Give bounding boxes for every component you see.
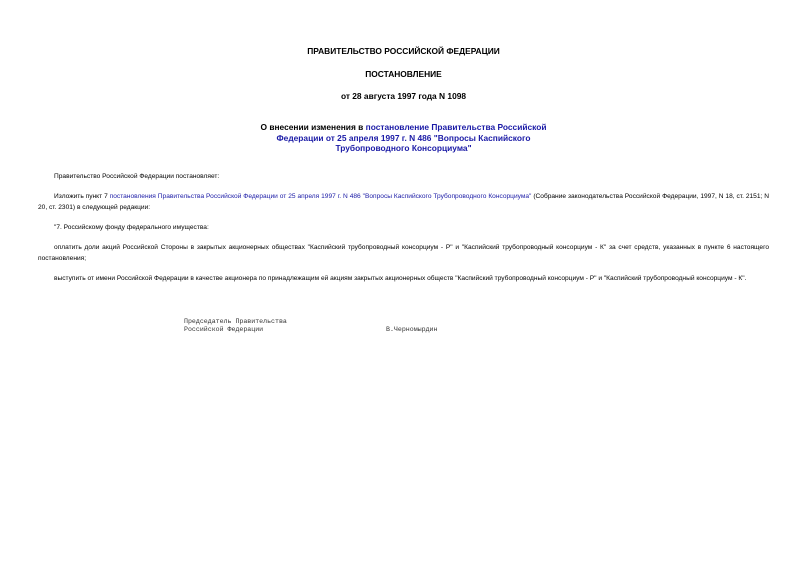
resolution-486-link[interactable]: постановления Правительства Российской Федерации от 25 апреля 1997 г. N 486 "Вопросы Каспийского Трубопроводного Консорциума": [109, 193, 532, 200]
title-prefix: О внесении изменения в: [260, 122, 366, 132]
government-heading: ПРАВИТЕЛЬСТВО РОССИЙСКОЙ ФЕДЕРАЦИИ: [307, 46, 500, 56]
signature-position-line-2: Российской Федерации: [184, 326, 264, 333]
signature-position-line-1: Председатель Правительства: [184, 318, 287, 325]
paragraph-shareholder-text: выступить от имени Российской Федерации в качестве акционера по принадлежащим ей акциям закрытых акционерных обществ "Каспийский трубопроводный консорциум - Р" и "Каспийский трубопроводный консорциум - К".: [54, 275, 747, 282]
paragraph-shareholder: [38, 274, 769, 285]
paragraph-payment-text: оплатить доли акций Российской Стороны в закрытых акционерных обществах "Каспийский трубопроводный консорциум - Р" и "Каспийский трубопроводный консорциум - К" за счет средств, указанных в пункте 6 настоящего постановления;: [38, 244, 769, 262]
paragraph-resolves-text: Правительство Российской Федерации постановляет:: [54, 173, 220, 180]
date-number-heading: от 28 августа 1997 года N 1098: [340, 91, 467, 101]
title-line-3: [0, 143, 807, 154]
paragraph-payment: [38, 243, 769, 264]
paragraph-amendment-prefix: Изложить пункт 7: [54, 193, 110, 200]
paragraph-item-7-text: "7. Российскому фонду федерального имущества:: [54, 224, 209, 231]
title-line-1: [0, 122, 807, 133]
paragraph-amendment: [38, 192, 769, 213]
document-type-heading: ПОСТАНОВЛЕНИЕ: [365, 69, 442, 79]
document-title: [0, 122, 807, 154]
title-link-part-2[interactable]: Федерации от 25 апреля 1997 г. N 486 "Вопросы Каспийского: [276, 132, 531, 143]
title-link-part-3[interactable]: Трубопроводного Консорциума": [335, 143, 472, 153]
paragraph-item-7: [38, 223, 769, 234]
paragraph-amendment-suffix: (Собрание законодательства Российской Федерации, 1997, N 18, ст. 2151; N 20, ст. 2301) в следующей редакции:: [38, 193, 770, 211]
signature-name: В.Черномырдин: [386, 326, 438, 333]
title-line-2: [0, 133, 807, 144]
title-link-part-1[interactable]: постановление Правительства Российской: [365, 122, 547, 132]
paragraph-resolves: [38, 172, 769, 183]
